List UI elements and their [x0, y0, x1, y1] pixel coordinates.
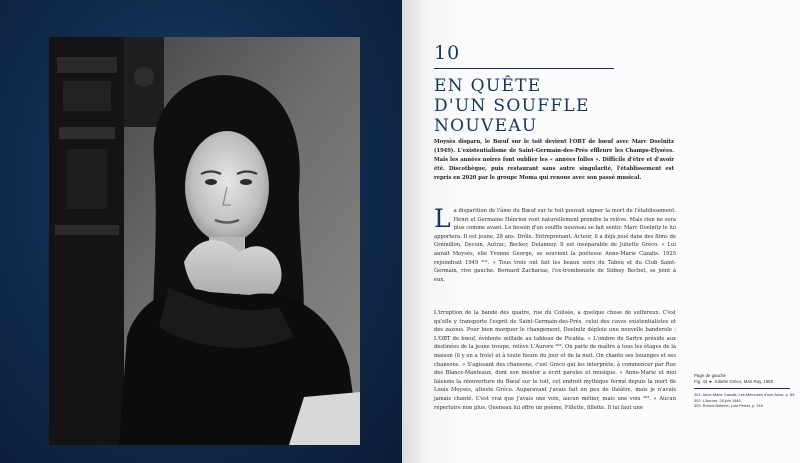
- chapter-title: [434, 76, 664, 136]
- body-paragraph-2: L'irruption de la bande des quatre, rue du Colisée, a quelque chose de sulfureux. C'est qu'elle y transporte l'esprit de Saint-Germain-des-Prés, celui des caves existentialistes et des zazous. Pour bien marquer le changement, Doelnitz déploie une nouvelle banderole : L'OBT de bœuf, évidente œillade au tableau de Picabia. « L'ombre de Sartre préside aux destinées de la jeune troupe, relève L'Aurore ³⁰². On parle de maître à tous les étages de la maison (il y en a trois) et à toute heure du jour et de la nuit. On chante ses louanges et ses chansons. » S'agissant des chansons, c'est Gréco qui les interprète, à commencer par Rue des Blancs-Manteaux, dont son mentor a écrit paroles et musique. « Anne-Marie et moi faisions la réouverture du Bœuf sur le toit, cet endroit mythique fermé depuis la mort de Louis Moysès, atteste Gréco. Auparavant j'avais fait un peu de théâtre, mais je n'avais jamais chanté. C'est vrai que j'avais une voix, aucun métier, mais une voix ³⁰³. » Aucun répertoire non plus. Queneau lui offre un poème, Fillette, fillette. Il lui faut une: [434, 310, 676, 411]
- footnote-item: 302. L'Aurore, 28 juin 1949.: [694, 397, 742, 403]
- caption-line-1: Page de gauche: [694, 373, 726, 378]
- figure-caption: [694, 373, 790, 385]
- notes-divider: [694, 388, 790, 389]
- footnote-item: 301. Anne-Marie Cazalis, Les Mémoires d'une Anne, p. 89.: [694, 392, 796, 397]
- chapter-title-line-1: EN QUÊTE: [434, 76, 542, 96]
- caption-line-2: Fig. 44 ► Juliette Gréco, Man Ray, 1950: [694, 379, 774, 384]
- chapter-title-line-2: D'UN SOUFFLE NOUVEAU: [434, 96, 590, 136]
- body-paragraph-1: [434, 204, 676, 284]
- right-page: [402, 0, 800, 463]
- footnote-item: 303. Robert Belleret, Lola Perret, p. 316.: [694, 403, 764, 409]
- chapter-number: 10: [434, 42, 461, 64]
- drop-cap: L: [434, 204, 451, 233]
- footnotes: [694, 392, 794, 409]
- portrait-photo: [49, 37, 360, 445]
- chapter-intro: Moysès disparu, le Bœuf sur le toit devient l'OBT de bœuf avec Marc Doelnitz (1949). L'existentialisme de Saint-Germain-des-Prés effleure les Champs-Élysées. Mais les années noires font oublier les « années folles ». Difficile d'être et d'avoir été. Discothèque, puis restaurant sans autre singularité, l'établissement est repris en 2020 par le groupe Moma qui renoue avec son passé musical.: [434, 139, 674, 181]
- chapter-divider: [434, 68, 614, 69]
- paragraph-1-text: a disparition de l'âme du Bœuf sur le toit pouvait signer la mort de l'établissement. Henri et Germaine Hénrion vont naturellement prendre la relève. Mais rien ne sera plus comme avant. Le besoin d'un souffle nouveau se fait sentir. Marc Doelnitz le lui apportera. Il est jeune, 28 ans. Drôle. Entreprenant. Acteur, il a déjà joué dans des films de Grémillon, Decoin, Autrac, Becker, Delannoy. Il est inséparable de Juliette Gréco. « Lui aurait Moysès, elle Yvonne George, se souvient la poétesse Anne-Marie Cazalis. 1925 rejoindrait 1949 ³⁰¹. » Tous trois ont fait les beaux soirs du Tabou et du Club Saint-Germain, rive gauche. Bernard Zacharias, l'ex-tromboniste de Sidney Bechet, se joint à eux.: [434, 208, 676, 283]
